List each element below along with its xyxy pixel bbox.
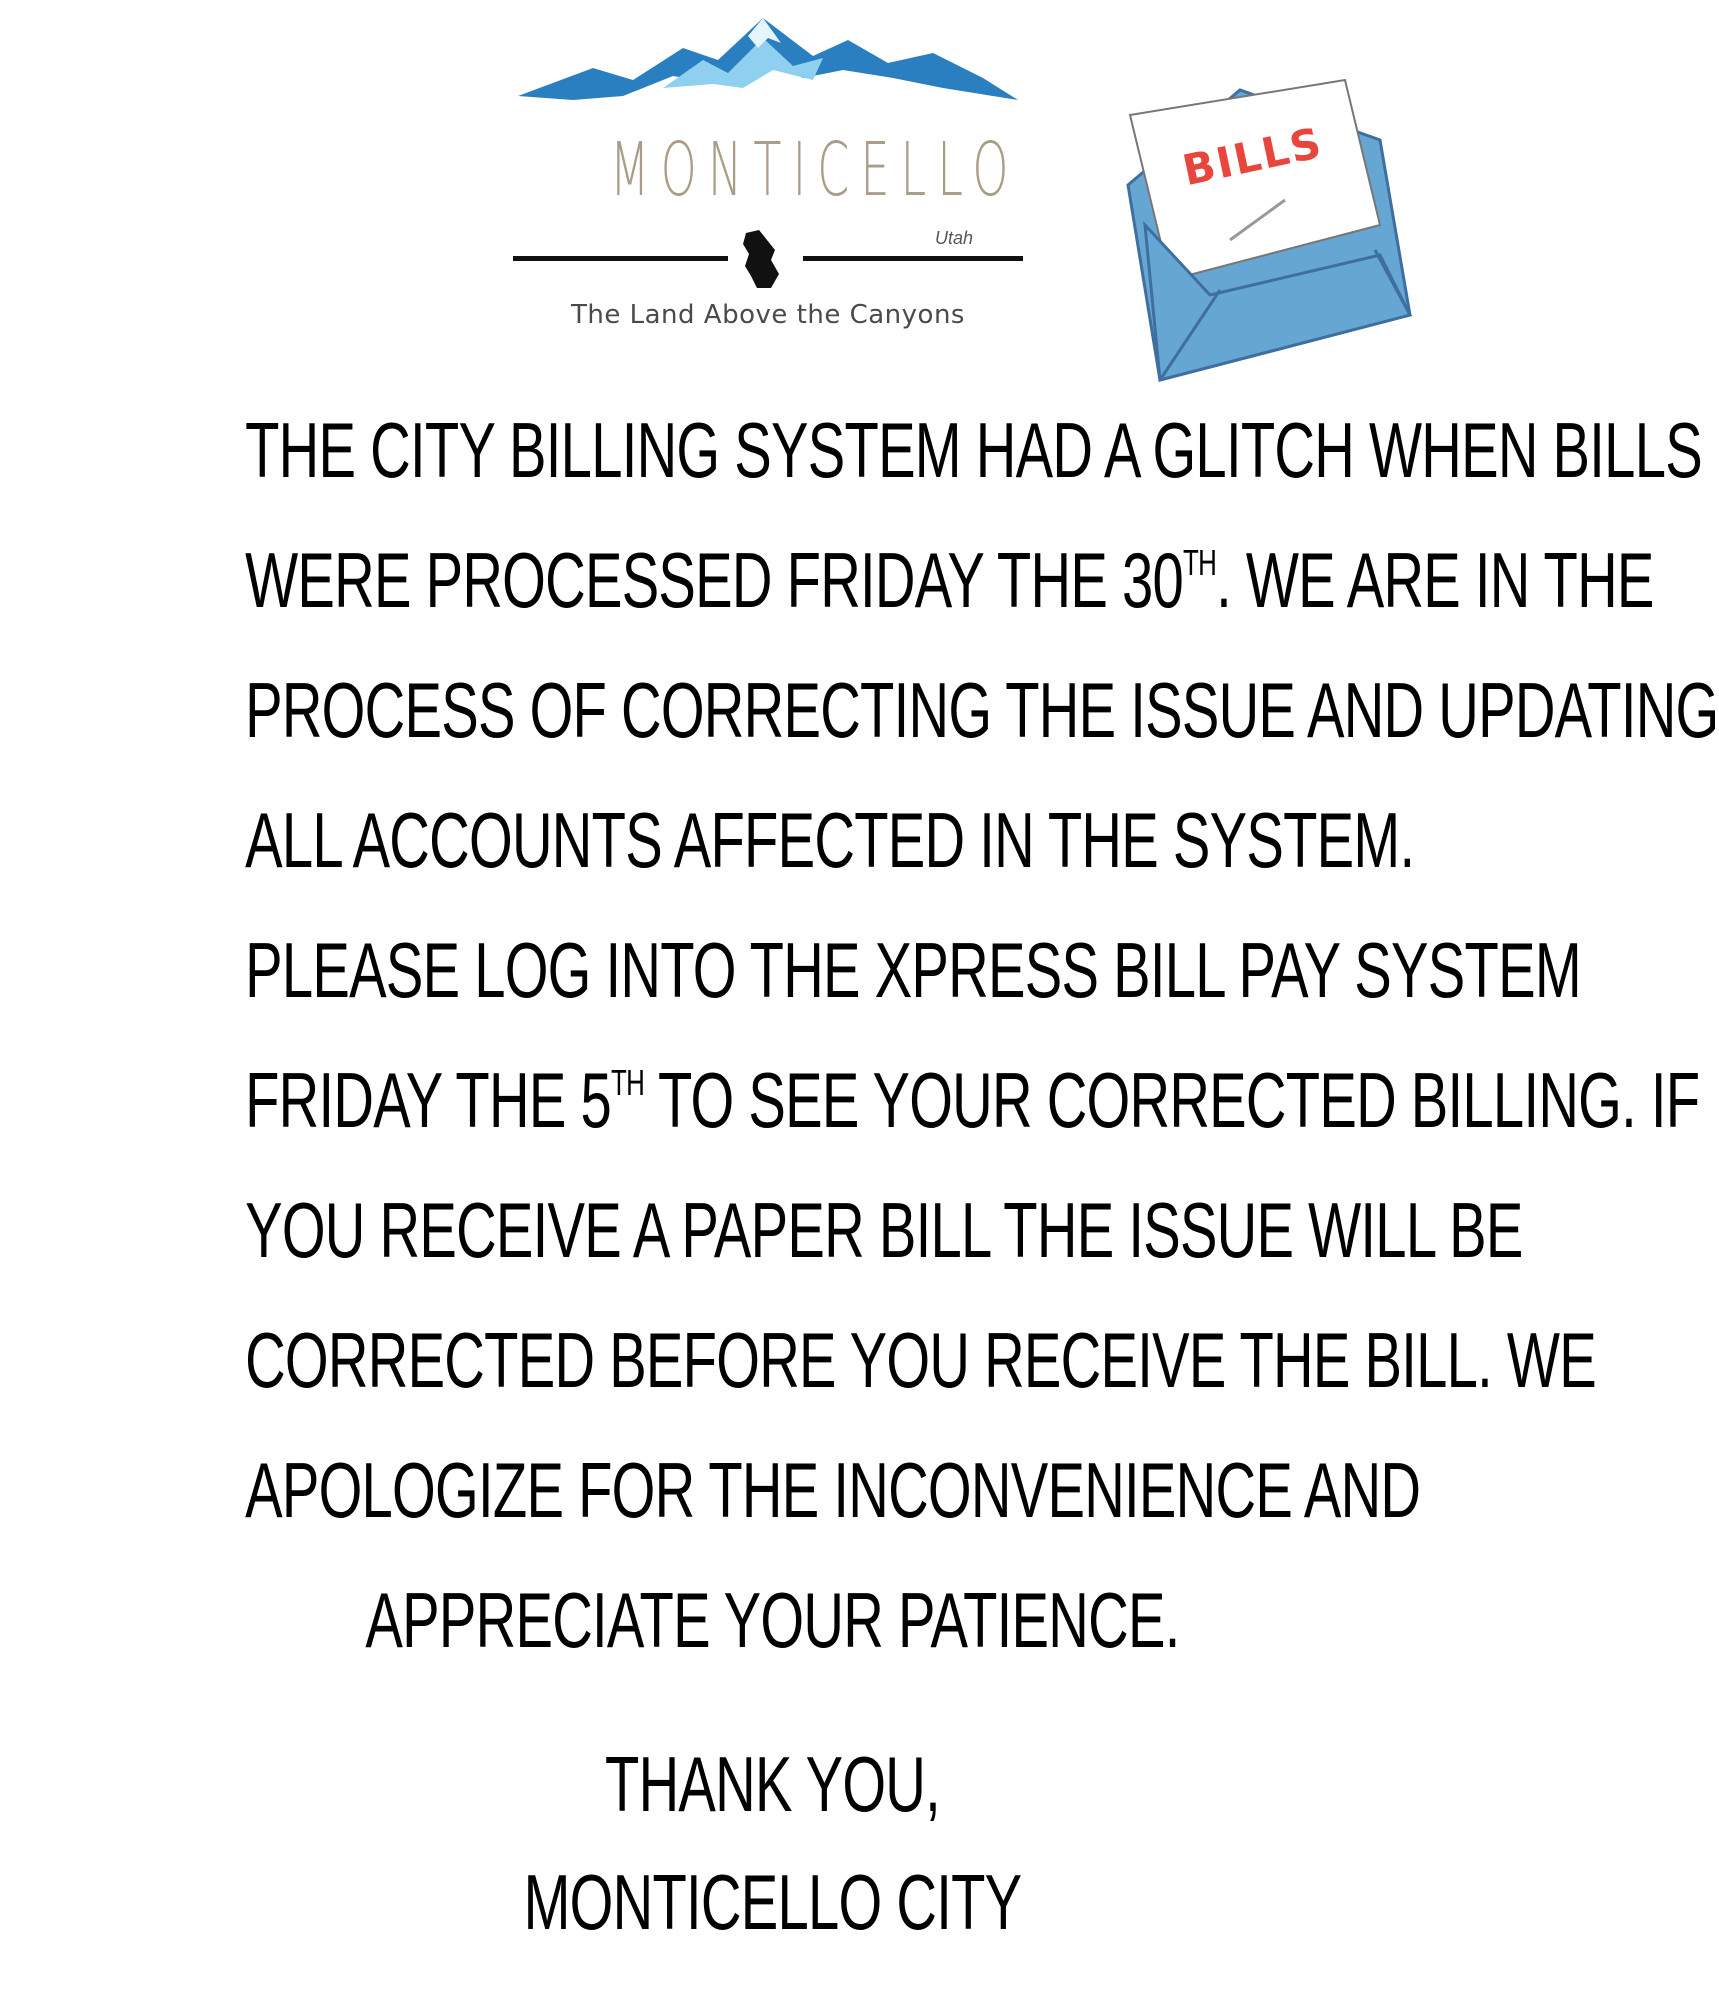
notice-line: PLEASE LOG INTO THE XPRESS BILL PAY SYSTEM bbox=[245, 926, 1581, 1014]
notice-line: APOLOGIZE FOR THE INCONVENIENCE AND bbox=[245, 1446, 1421, 1534]
logo-name: MONTICELLO bbox=[609, 127, 1020, 213]
logo-tagline: The Land Above the Canyons bbox=[571, 300, 965, 330]
notice-line: PROCESS OF CORRECTING THE ISSUE AND UPDATING bbox=[245, 666, 1719, 754]
county-silhouette-icon bbox=[743, 230, 779, 288]
header bbox=[0, 0, 1545, 390]
logo-rule-right bbox=[803, 256, 1023, 261]
notice-line: CORRECTED BEFORE YOU RECEIVE THE BILL. WE bbox=[245, 1316, 1596, 1404]
monticello-logo bbox=[513, 18, 1023, 348]
envelope-bills-icon bbox=[1110, 80, 1430, 390]
notice-line: APPRECIATE YOUR PATIENCE. bbox=[365, 1576, 1180, 1664]
notice-body bbox=[40, 385, 1719, 1685]
envelope-icon bbox=[1110, 80, 1430, 390]
bills-label: BILLS bbox=[1178, 117, 1327, 196]
notice-line-text: FRIDAY THE 5 bbox=[245, 1056, 611, 1144]
logo-rule-left bbox=[513, 256, 728, 261]
notice-line bbox=[245, 515, 1654, 645]
notice-line: THE CITY BILLING SYSTEM HAD A GLITCH WHEN BILLS bbox=[245, 406, 1702, 494]
notice-line: YOU RECEIVE A PAPER BILL THE ISSUE WILL BE bbox=[245, 1186, 1523, 1274]
notice-line: ALL ACCOUNTS AFFECTED IN THE SYSTEM. bbox=[245, 796, 1415, 884]
notice-line-text: . WE ARE IN THE bbox=[1216, 536, 1654, 624]
notice-line-text: TO SEE YOUR CORRECTED BILLING. IF bbox=[644, 1056, 1700, 1144]
signoff bbox=[40, 1725, 1505, 1961]
signoff-thanks: THANK YOU, bbox=[604, 1740, 941, 1828]
logo-state: Utah bbox=[935, 228, 974, 248]
ordinal-suffix: TH bbox=[610, 1062, 645, 1103]
ordinal-suffix: TH bbox=[1183, 542, 1217, 583]
notice-line-text: WERE PROCESSED FRIDAY THE 30 bbox=[245, 536, 1184, 624]
signoff-sender: MONTICELLO CITY bbox=[523, 1858, 1022, 1946]
notice-line bbox=[245, 1035, 1700, 1165]
